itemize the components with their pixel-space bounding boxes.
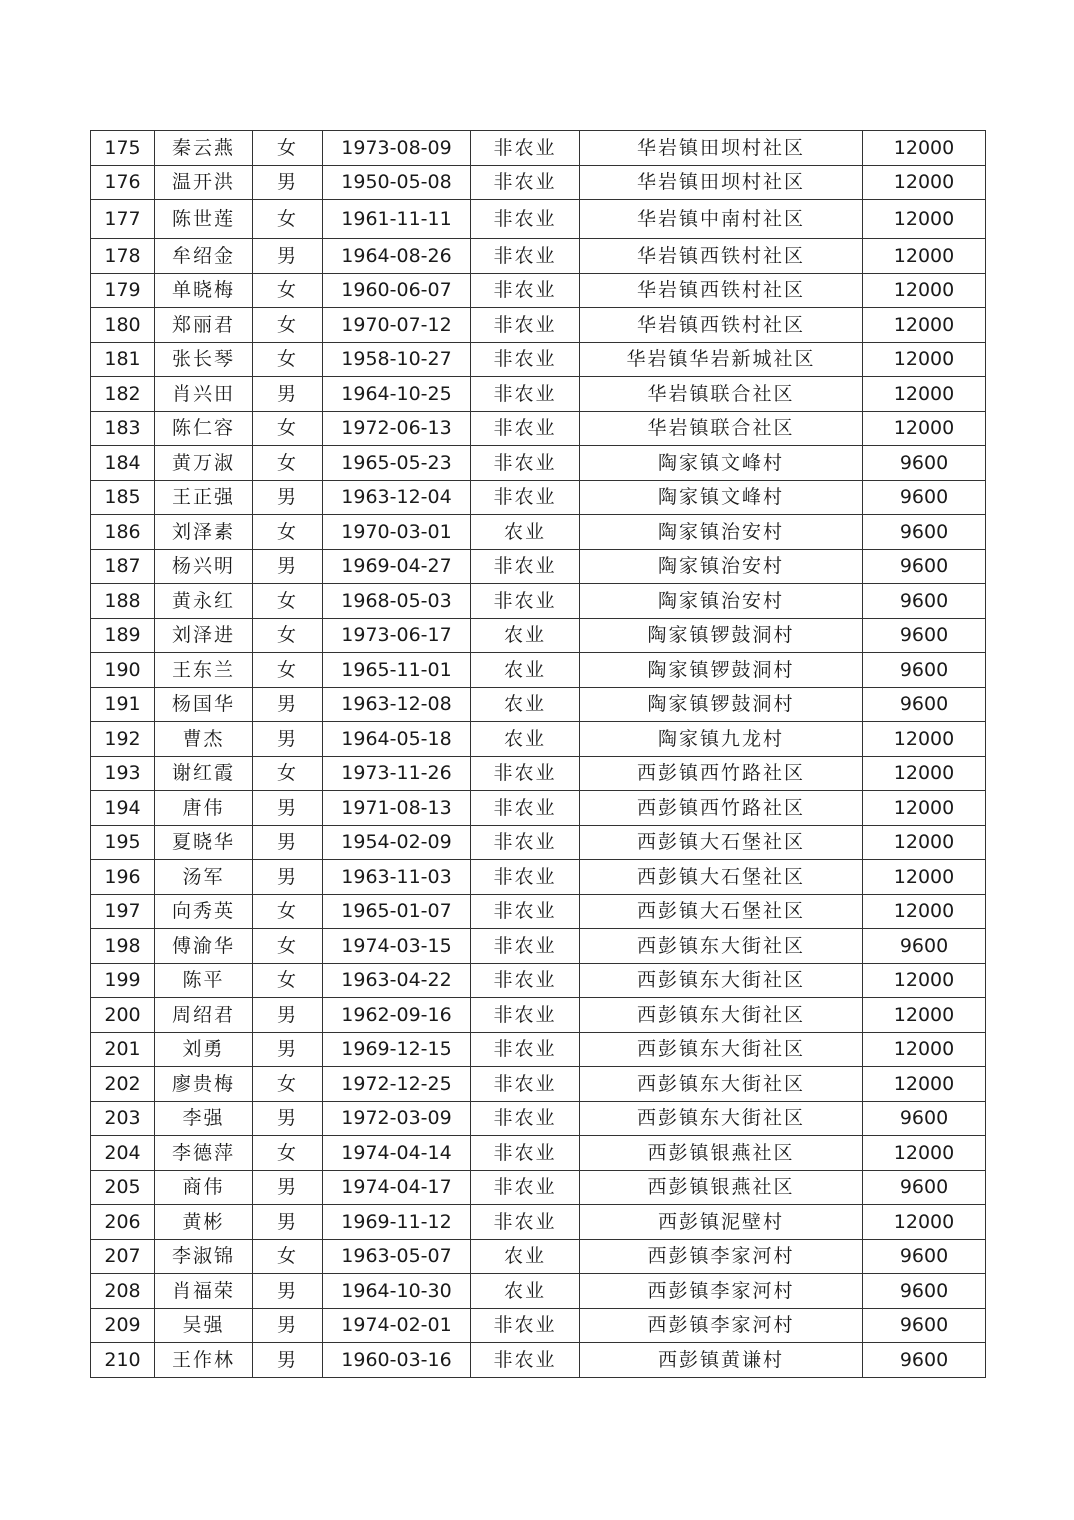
cell-number: 178 [91, 239, 155, 274]
table-row [91, 653, 986, 688]
cell-gender: 男 [253, 1032, 323, 1067]
table-row [91, 894, 986, 929]
table-row [91, 239, 986, 274]
cell-gender: 男 [253, 687, 323, 722]
table-row [91, 860, 986, 895]
cell-address: 西彭镇西竹路社区 [580, 756, 863, 791]
cell-household-type: 非农业 [471, 963, 580, 998]
cell-birth-date: 1972-03-09 [323, 1101, 471, 1136]
cell-household-type: 非农业 [471, 239, 580, 274]
cell-number: 208 [91, 1274, 155, 1309]
cell-household-type: 非农业 [471, 273, 580, 308]
cell-household-type: 非农业 [471, 825, 580, 860]
cell-gender: 女 [253, 894, 323, 929]
cell-gender: 男 [253, 549, 323, 584]
cell-address: 华岩镇西铁村社区 [580, 273, 863, 308]
cell-address: 陶家镇治安村 [580, 515, 863, 550]
cell-household-type: 非农业 [471, 480, 580, 515]
cell-name: 廖贵梅 [155, 1067, 253, 1102]
cell-gender: 女 [253, 1239, 323, 1274]
cell-address: 西彭镇黄谦村 [580, 1343, 863, 1378]
cell-number: 182 [91, 377, 155, 412]
cell-name: 秦云燕 [155, 131, 253, 166]
cell-household-type: 非农业 [471, 1101, 580, 1136]
cell-birth-date: 1963-05-07 [323, 1239, 471, 1274]
cell-number: 180 [91, 308, 155, 343]
cell-household-type: 非农业 [471, 791, 580, 826]
cell-birth-date: 1969-11-12 [323, 1205, 471, 1240]
cell-amount: 9600 [863, 549, 986, 584]
cell-amount: 12000 [863, 165, 986, 200]
cell-household-type: 非农业 [471, 411, 580, 446]
cell-gender: 男 [253, 1274, 323, 1309]
cell-number: 191 [91, 687, 155, 722]
cell-name: 王正强 [155, 480, 253, 515]
cell-birth-date: 1960-06-07 [323, 273, 471, 308]
cell-amount: 12000 [863, 308, 986, 343]
cell-number: 200 [91, 998, 155, 1033]
table-row [91, 618, 986, 653]
cell-number: 198 [91, 929, 155, 964]
cell-household-type: 非农业 [471, 1170, 580, 1205]
cell-household-type: 农业 [471, 722, 580, 757]
cell-name: 温开洪 [155, 165, 253, 200]
cell-gender: 男 [253, 165, 323, 200]
table-row [91, 549, 986, 584]
cell-birth-date: 1963-11-03 [323, 860, 471, 895]
table-row [91, 1032, 986, 1067]
cell-household-type: 非农业 [471, 1308, 580, 1343]
cell-amount: 12000 [863, 377, 986, 412]
cell-amount: 9600 [863, 446, 986, 481]
cell-amount: 12000 [863, 894, 986, 929]
cell-name: 吴强 [155, 1308, 253, 1343]
cell-birth-date: 1960-03-16 [323, 1343, 471, 1378]
cell-gender: 男 [253, 791, 323, 826]
cell-address: 西彭镇李家河村 [580, 1274, 863, 1309]
cell-amount: 9600 [863, 1308, 986, 1343]
cell-address: 西彭镇东大街社区 [580, 998, 863, 1033]
cell-number: 197 [91, 894, 155, 929]
cell-gender: 男 [253, 1205, 323, 1240]
cell-birth-date: 1963-04-22 [323, 963, 471, 998]
table-row [91, 342, 986, 377]
cell-address: 华岩镇田坝村社区 [580, 131, 863, 166]
cell-amount: 12000 [863, 1136, 986, 1171]
cell-address: 西彭镇东大街社区 [580, 929, 863, 964]
cell-address: 西彭镇大石堡社区 [580, 825, 863, 860]
cell-address: 陶家镇锣鼓洞村 [580, 687, 863, 722]
cell-gender: 男 [253, 825, 323, 860]
cell-number: 190 [91, 653, 155, 688]
cell-number: 184 [91, 446, 155, 481]
cell-number: 203 [91, 1101, 155, 1136]
table-row [91, 1205, 986, 1240]
cell-birth-date: 1964-10-30 [323, 1274, 471, 1309]
cell-gender: 男 [253, 1101, 323, 1136]
cell-household-type: 非农业 [471, 1205, 580, 1240]
cell-amount: 12000 [863, 273, 986, 308]
cell-amount: 12000 [863, 200, 986, 239]
table-row [91, 756, 986, 791]
cell-gender: 男 [253, 239, 323, 274]
cell-birth-date: 1965-01-07 [323, 894, 471, 929]
cell-gender: 女 [253, 1136, 323, 1171]
table-row [91, 998, 986, 1033]
cell-household-type: 非农业 [471, 756, 580, 791]
table-row [91, 480, 986, 515]
cell-gender: 女 [253, 756, 323, 791]
cell-amount: 9600 [863, 687, 986, 722]
cell-number: 210 [91, 1343, 155, 1378]
cell-household-type: 农业 [471, 687, 580, 722]
cell-amount: 9600 [863, 515, 986, 550]
table-row [91, 1343, 986, 1378]
cell-gender: 女 [253, 1067, 323, 1102]
cell-birth-date: 1968-05-03 [323, 584, 471, 619]
cell-name: 谢红霞 [155, 756, 253, 791]
cell-name: 陈世莲 [155, 200, 253, 239]
cell-number: 181 [91, 342, 155, 377]
cell-name: 陈平 [155, 963, 253, 998]
cell-gender: 女 [253, 446, 323, 481]
cell-name: 王作林 [155, 1343, 253, 1378]
cell-name: 单晓梅 [155, 273, 253, 308]
cell-amount: 9600 [863, 929, 986, 964]
cell-number: 201 [91, 1032, 155, 1067]
cell-address: 西彭镇东大街社区 [580, 1032, 863, 1067]
cell-gender: 女 [253, 584, 323, 619]
cell-gender: 女 [253, 618, 323, 653]
cell-amount: 12000 [863, 963, 986, 998]
table-row [91, 1170, 986, 1205]
cell-gender: 男 [253, 1308, 323, 1343]
cell-amount: 12000 [863, 860, 986, 895]
cell-household-type: 非农业 [471, 860, 580, 895]
table-row [91, 929, 986, 964]
cell-household-type: 农业 [471, 653, 580, 688]
cell-gender: 女 [253, 131, 323, 166]
table-row [91, 1101, 986, 1136]
table-row [91, 1308, 986, 1343]
cell-number: 206 [91, 1205, 155, 1240]
cell-address: 西彭镇西竹路社区 [580, 791, 863, 826]
cell-address: 华岩镇联合社区 [580, 377, 863, 412]
cell-gender: 女 [253, 963, 323, 998]
cell-birth-date: 1972-06-13 [323, 411, 471, 446]
cell-household-type: 非农业 [471, 342, 580, 377]
cell-address: 陶家镇治安村 [580, 584, 863, 619]
cell-gender: 女 [253, 342, 323, 377]
cell-address: 西彭镇泥壁村 [580, 1205, 863, 1240]
cell-amount: 12000 [863, 411, 986, 446]
cell-birth-date: 1950-05-08 [323, 165, 471, 200]
cell-name: 杨国华 [155, 687, 253, 722]
table-row [91, 1239, 986, 1274]
cell-address: 西彭镇大石堡社区 [580, 860, 863, 895]
cell-number: 183 [91, 411, 155, 446]
cell-name: 郑丽君 [155, 308, 253, 343]
table-row [91, 446, 986, 481]
cell-gender: 女 [253, 515, 323, 550]
cell-name: 傅渝华 [155, 929, 253, 964]
cell-address: 华岩镇联合社区 [580, 411, 863, 446]
cell-birth-date: 1963-12-04 [323, 480, 471, 515]
cell-name: 张长琴 [155, 342, 253, 377]
table-row [91, 308, 986, 343]
table-row [91, 825, 986, 860]
cell-number: 188 [91, 584, 155, 619]
table-row [91, 791, 986, 826]
cell-name: 黄永红 [155, 584, 253, 619]
cell-number: 176 [91, 165, 155, 200]
cell-number: 186 [91, 515, 155, 550]
table-row [91, 515, 986, 550]
cell-amount: 9600 [863, 1274, 986, 1309]
cell-name: 肖兴田 [155, 377, 253, 412]
cell-household-type: 非农业 [471, 446, 580, 481]
cell-birth-date: 1958-10-27 [323, 342, 471, 377]
cell-address: 西彭镇东大街社区 [580, 1101, 863, 1136]
cell-name: 陈仁容 [155, 411, 253, 446]
cell-birth-date: 1962-09-16 [323, 998, 471, 1033]
cell-amount: 12000 [863, 825, 986, 860]
cell-name: 王东兰 [155, 653, 253, 688]
cell-name: 曹杰 [155, 722, 253, 757]
table-row [91, 1067, 986, 1102]
cell-birth-date: 1969-12-15 [323, 1032, 471, 1067]
cell-household-type: 非农业 [471, 929, 580, 964]
cell-gender: 男 [253, 1343, 323, 1378]
cell-number: 175 [91, 131, 155, 166]
cell-amount: 9600 [863, 480, 986, 515]
cell-birth-date: 1970-07-12 [323, 308, 471, 343]
table-row [91, 1274, 986, 1309]
cell-number: 202 [91, 1067, 155, 1102]
cell-household-type: 非农业 [471, 1032, 580, 1067]
cell-name: 黄彬 [155, 1205, 253, 1240]
cell-number: 195 [91, 825, 155, 860]
cell-number: 204 [91, 1136, 155, 1171]
cell-birth-date: 1964-08-26 [323, 239, 471, 274]
table-row [91, 722, 986, 757]
cell-number: 207 [91, 1239, 155, 1274]
cell-gender: 女 [253, 929, 323, 964]
cell-gender: 女 [253, 308, 323, 343]
cell-birth-date: 1974-04-17 [323, 1170, 471, 1205]
cell-number: 194 [91, 791, 155, 826]
cell-name: 唐伟 [155, 791, 253, 826]
cell-birth-date: 1969-04-27 [323, 549, 471, 584]
cell-address: 华岩镇西铁村社区 [580, 308, 863, 343]
cell-amount: 9600 [863, 653, 986, 688]
cell-amount: 12000 [863, 239, 986, 274]
cell-address: 西彭镇李家河村 [580, 1239, 863, 1274]
table-row [91, 411, 986, 446]
table-body [91, 131, 986, 1378]
cell-amount: 12000 [863, 131, 986, 166]
table-row [91, 963, 986, 998]
cell-household-type: 非农业 [471, 894, 580, 929]
cell-address: 西彭镇东大街社区 [580, 963, 863, 998]
cell-name: 刘泽素 [155, 515, 253, 550]
table-row [91, 1136, 986, 1171]
cell-address: 陶家镇九龙村 [580, 722, 863, 757]
cell-name: 商伟 [155, 1170, 253, 1205]
cell-household-type: 非农业 [471, 200, 580, 239]
table-row [91, 584, 986, 619]
cell-gender: 男 [253, 998, 323, 1033]
cell-gender: 女 [253, 200, 323, 239]
table-row [91, 377, 986, 412]
cell-name: 周绍君 [155, 998, 253, 1033]
cell-gender: 男 [253, 377, 323, 412]
cell-household-type: 非农业 [471, 131, 580, 166]
cell-amount: 12000 [863, 1067, 986, 1102]
cell-amount: 12000 [863, 998, 986, 1033]
cell-address: 陶家镇锣鼓洞村 [580, 653, 863, 688]
cell-household-type: 非农业 [471, 584, 580, 619]
cell-amount: 9600 [863, 1239, 986, 1274]
cell-birth-date: 1973-11-26 [323, 756, 471, 791]
cell-number: 179 [91, 273, 155, 308]
cell-birth-date: 1971-08-13 [323, 791, 471, 826]
cell-amount: 9600 [863, 584, 986, 619]
cell-address: 华岩镇中南村社区 [580, 200, 863, 239]
cell-amount: 9600 [863, 1343, 986, 1378]
cell-address: 陶家镇文峰村 [580, 446, 863, 481]
cell-birth-date: 1965-11-01 [323, 653, 471, 688]
cell-amount: 12000 [863, 791, 986, 826]
cell-birth-date: 1970-03-01 [323, 515, 471, 550]
cell-number: 185 [91, 480, 155, 515]
table-row [91, 131, 986, 166]
subsidy-roster-table [90, 130, 986, 1378]
cell-household-type: 农业 [471, 515, 580, 550]
cell-amount: 9600 [863, 1101, 986, 1136]
cell-gender: 男 [253, 722, 323, 757]
cell-birth-date: 1974-04-14 [323, 1136, 471, 1171]
cell-gender: 女 [253, 411, 323, 446]
table-row [91, 200, 986, 239]
cell-amount: 12000 [863, 1205, 986, 1240]
cell-amount: 12000 [863, 756, 986, 791]
cell-number: 177 [91, 200, 155, 239]
cell-birth-date: 1972-12-25 [323, 1067, 471, 1102]
cell-household-type: 非农业 [471, 998, 580, 1033]
cell-amount: 9600 [863, 618, 986, 653]
cell-household-type: 非农业 [471, 1343, 580, 1378]
cell-gender: 女 [253, 273, 323, 308]
cell-birth-date: 1954-02-09 [323, 825, 471, 860]
cell-name: 李德萍 [155, 1136, 253, 1171]
cell-address: 西彭镇李家河村 [580, 1308, 863, 1343]
cell-number: 189 [91, 618, 155, 653]
cell-number: 205 [91, 1170, 155, 1205]
cell-name: 肖福荣 [155, 1274, 253, 1309]
cell-address: 陶家镇治安村 [580, 549, 863, 584]
cell-address: 西彭镇大石堡社区 [580, 894, 863, 929]
cell-address: 西彭镇银燕社区 [580, 1136, 863, 1171]
cell-birth-date: 1964-05-18 [323, 722, 471, 757]
cell-number: 199 [91, 963, 155, 998]
cell-gender: 男 [253, 860, 323, 895]
cell-address: 华岩镇田坝村社区 [580, 165, 863, 200]
table-row [91, 687, 986, 722]
cell-birth-date: 1973-06-17 [323, 618, 471, 653]
cell-amount: 9600 [863, 1170, 986, 1205]
cell-address: 华岩镇华岩新城社区 [580, 342, 863, 377]
cell-name: 李淑锦 [155, 1239, 253, 1274]
cell-number: 192 [91, 722, 155, 757]
cell-birth-date: 1973-08-09 [323, 131, 471, 166]
cell-amount: 12000 [863, 1032, 986, 1067]
cell-amount: 12000 [863, 342, 986, 377]
cell-birth-date: 1961-11-11 [323, 200, 471, 239]
cell-household-type: 农业 [471, 1274, 580, 1309]
cell-name: 刘泽进 [155, 618, 253, 653]
cell-name: 夏晓华 [155, 825, 253, 860]
cell-address: 华岩镇西铁村社区 [580, 239, 863, 274]
cell-birth-date: 1963-12-08 [323, 687, 471, 722]
cell-address: 西彭镇银燕社区 [580, 1170, 863, 1205]
cell-address: 陶家镇文峰村 [580, 480, 863, 515]
cell-gender: 男 [253, 480, 323, 515]
cell-name: 牟绍金 [155, 239, 253, 274]
cell-address: 陶家镇锣鼓洞村 [580, 618, 863, 653]
cell-address: 西彭镇东大街社区 [580, 1067, 863, 1102]
cell-birth-date: 1964-10-25 [323, 377, 471, 412]
cell-household-type: 农业 [471, 618, 580, 653]
cell-name: 黄万淑 [155, 446, 253, 481]
cell-name: 李强 [155, 1101, 253, 1136]
cell-household-type: 非农业 [471, 1136, 580, 1171]
cell-household-type: 非农业 [471, 165, 580, 200]
cell-name: 向秀英 [155, 894, 253, 929]
cell-number: 209 [91, 1308, 155, 1343]
cell-household-type: 非农业 [471, 1067, 580, 1102]
cell-number: 187 [91, 549, 155, 584]
cell-name: 刘勇 [155, 1032, 253, 1067]
cell-name: 汤军 [155, 860, 253, 895]
cell-birth-date: 1974-03-15 [323, 929, 471, 964]
cell-number: 193 [91, 756, 155, 791]
cell-number: 196 [91, 860, 155, 895]
cell-birth-date: 1974-02-01 [323, 1308, 471, 1343]
cell-birth-date: 1965-05-23 [323, 446, 471, 481]
cell-household-type: 非农业 [471, 377, 580, 412]
cell-gender: 男 [253, 1170, 323, 1205]
cell-household-type: 农业 [471, 1239, 580, 1274]
table-row [91, 273, 986, 308]
cell-gender: 女 [253, 653, 323, 688]
cell-name: 杨兴明 [155, 549, 253, 584]
table-row [91, 165, 986, 200]
cell-amount: 12000 [863, 722, 986, 757]
cell-household-type: 非农业 [471, 549, 580, 584]
cell-household-type: 非农业 [471, 308, 580, 343]
